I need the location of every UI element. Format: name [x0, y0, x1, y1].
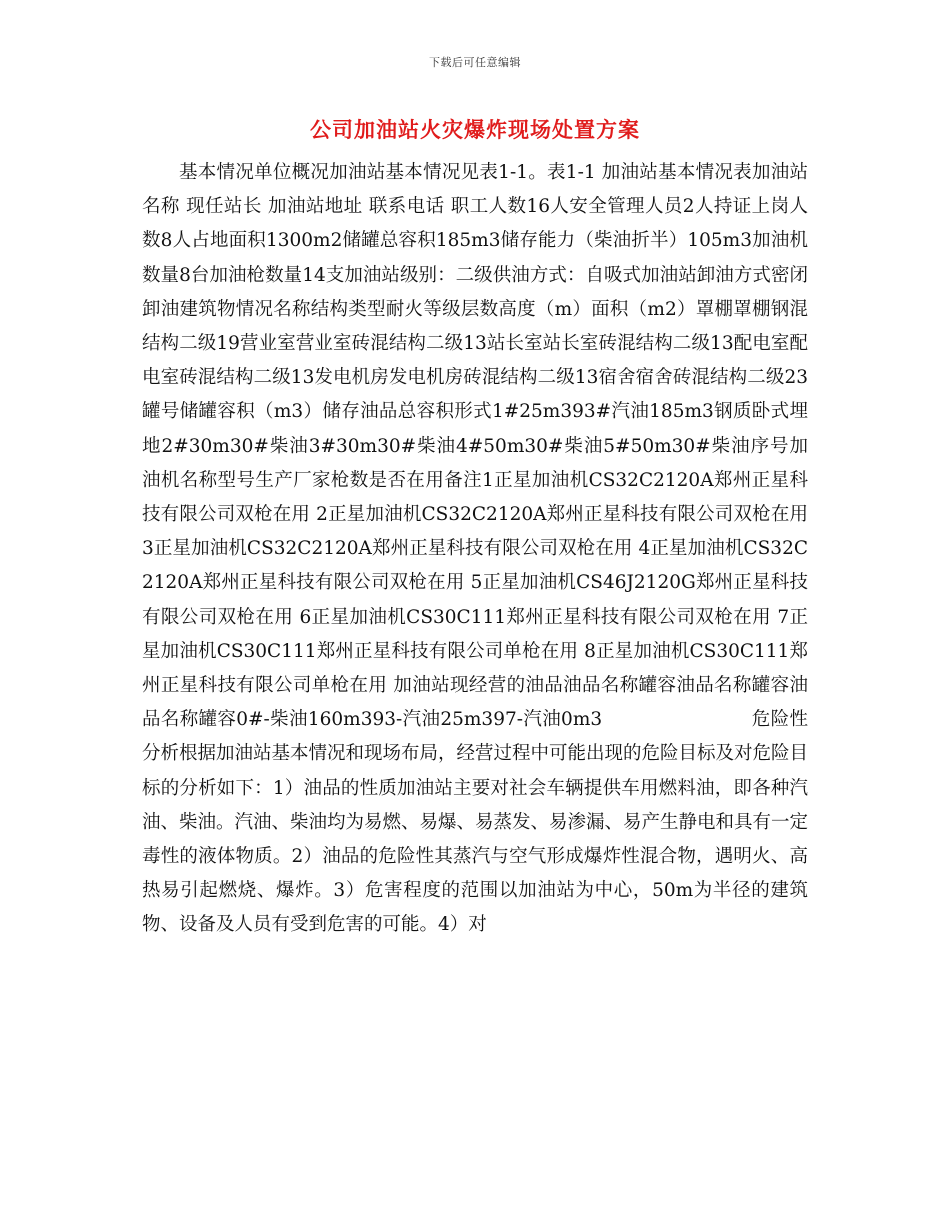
document-title: 公司加油站火灾爆炸现场处置方案 [310, 118, 640, 142]
document-body: 基本情况单位概况加油站基本情况见表1-1。表1-1 加油站基本情况表加油站名称 现任站长 加油站地址 联系电话 职工人数16人安全管理人员2人持证上岗人数8人占地面积1300m2储罐总容积185m3储存能力（柴油折半）105m3加油机数量8台加油枪数量14支加油站级别：二级供油方式：自吸式加油站卸油方式密闭卸油建筑物情况名称结构类型耐火等级层数高度（m）面积（m2）罩棚罩棚钢混结构二级19营业室营业室砖混结构二级13站长室站长室砖混结构二级13配电室配电室砖混结构二级13发电机房发电机房砖混结构二级13宿舍宿舍砖混结构二级23罐号储罐容积（m3）储存油品总容积形式1#25m393#汽油185m3钢质卧式埋地2#30m30#柴油3#30m30#柴油4#50m30#柴油5#50m30#柴油序号加油机名称型号生产厂家枪数是否在用备注1正星加油机CS32C2120A郑州正星科技有限公司双枪在用 2正星加油机CS32C2120A郑州正星科技有限公司双枪在用 3正星加油机CS32C2120A郑州正星科技有限公司双枪在用 4正星加油机CS32C2120A郑州正星科技有限公司双枪在用 5正星加油机CS46J2120G郑州正星科技有限公司双枪在用 6正星加油机CS30C111郑州正星科技有限公司双枪在用 7正星加油机CS30C111郑州正星科技有限公司单枪在用 8正星加油机CS30C111郑州正星科技有限公司单枪在用 加油站现经营的油品油品名称罐容油品名称罐容油品名称罐容0#-柴油160m393-汽油25m397-汽油0m3 危险性分析根据加油站基本情况和现场布局，经营过程中可能出现的危险目标及对危险目标的分析如下：1）油品的性质加油站主要对社会车辆提供车用燃料油，即各种汽油、柴油。汽油、柴油均为易燃、易爆、易蒸发、易渗漏、易产生静电和具有一定毒性的液体物质。2）油品的危险性其蒸汽与空气形成爆炸性混合物，遇明火、高热易引起燃烧、爆炸。3）危害程度的范围以加油站为中心，50m为半径的建筑物、设备及人员有受到危害的可能。4）对 [142, 162, 814, 936]
header-note: 下载后可任意编辑 [429, 56, 521, 69]
